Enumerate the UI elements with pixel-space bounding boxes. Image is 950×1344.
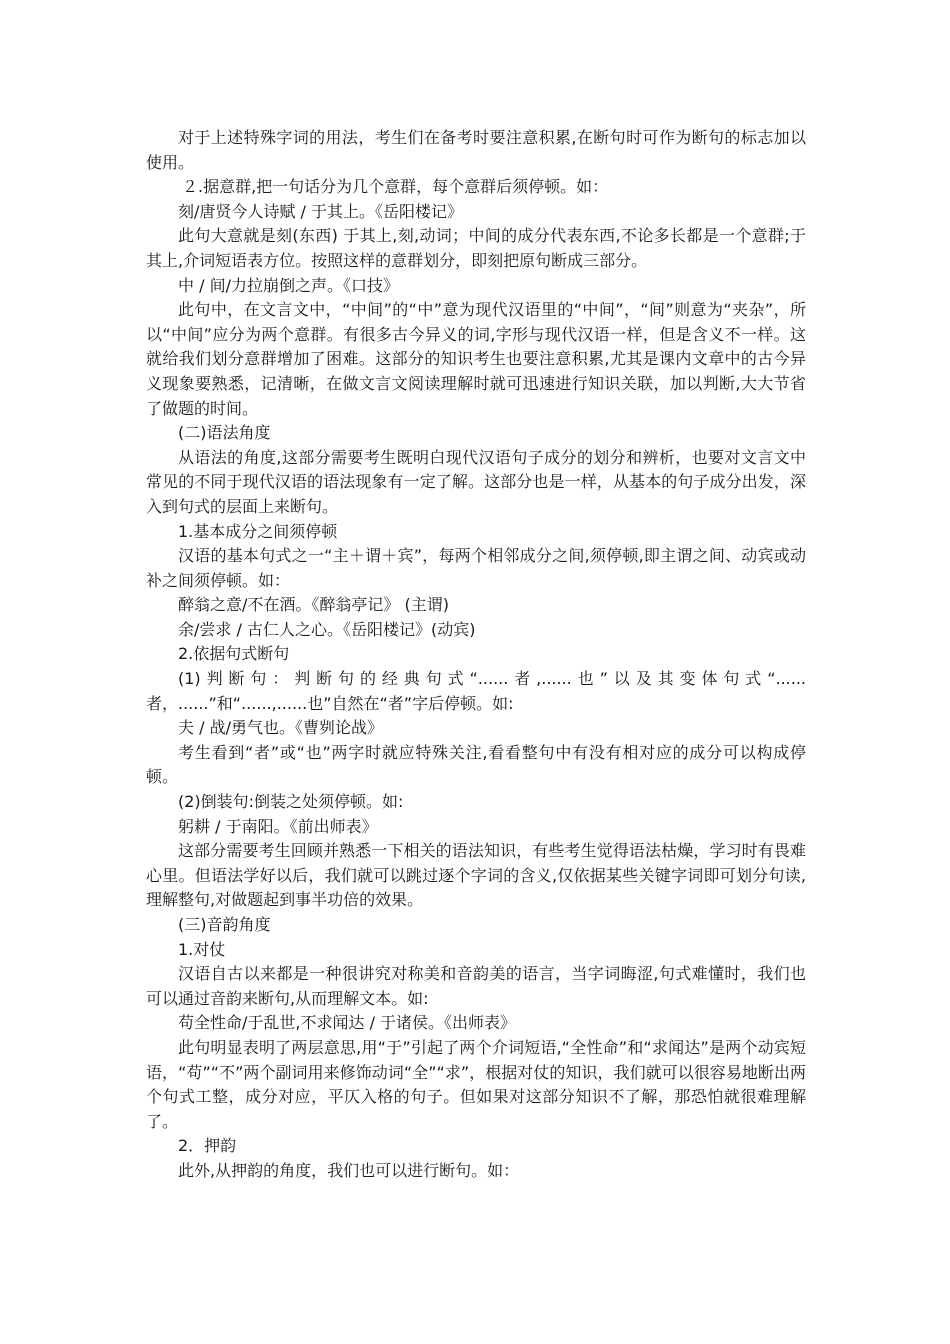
paragraph-example-chushibiao-2: 苟全性命/于乱世,不求闻达 / 于诸侯。《出师表》	[178, 1013, 517, 1033]
paragraph-point-2-meaning-groups: ２.据意群,把一句话分为几个意群，每个意群后须停顿。如：	[182, 177, 609, 197]
section-heading-grammar: (二)语法角度	[178, 423, 271, 443]
paragraph-grammar-intro: 从语法的角度,这部分需要考生既明白现代汉语句子成分的划分和辨析，也要对文言文中常见的不同于现代汉语的语法现象有一定了解。这部分也是一样，从基本的句子成分出发，深入到句式的层面上来断句。	[146, 447, 806, 516]
paragraph-explanation-1: 此句大意就是刻(东西) 于其上,刻,动词；中间的成分代表东西,不论多长都是一个意群;于其上,介词短语表方位。按照这样的意群划分，即刻把原句断成三部分。	[146, 226, 806, 270]
paragraph-special-words-note: 对于上述特殊字词的用法，考生们在备考时要注意积累,在断句时可作为断句的标志加以使用。	[146, 128, 806, 172]
paragraph-example-yueyanglou-2: 余/尝求 / 古仁人之心。《岳阳楼记》(动宾)	[178, 619, 476, 639]
paragraph-antithesis-explanation: 此句明显表明了两层意思,用“于”引起了两个介词短语,“全性命”和“求闻达”是两个动宾短语，“苟”“不”两个副词用来修饰动词“全”“求”，根据对仗的知识，我们就可以很容易地断出两个句式工整，成分对应，平仄入格的句子。但如果对这部分知识不了解，那恐怕就很难理解了。	[146, 1037, 806, 1131]
subheading-rhyme: 2．押韵	[178, 1136, 237, 1156]
paragraph-rhyme-intro: 此外,从押韵的角度，我们也可以进行断句。如：	[178, 1160, 520, 1180]
paragraph-example-chushibiao: 躬耕 / 于南阳。《前出师表》	[178, 816, 378, 836]
subheading-sentence-patterns: 2.依据句式断句	[178, 644, 290, 664]
subheading-antithesis: 1.对仗	[178, 939, 226, 959]
paragraph-example-yueyanglou: 刻/唐贤今人诗赋 / 于其上。《岳阳楼记》	[178, 201, 463, 221]
paragraph-inverted-sentence: (2)倒装句:倒装之处须停顿。如:	[178, 792, 404, 812]
paragraph-example-zuiwengting: 醉翁之意/不在酒。《醉翁亭记》 (主谓)	[178, 595, 449, 615]
paragraph-explanation-2: 此句中，在文言文中，“中间”的“中”意为现代汉语里的“中间”，“间”则意为“夹杂”，所以“中间”应分为两个意群。有很多古今异义的词,字形与现代汉语一样，但是含义不一样。这就给我们划分意群增加了困难。这部分的知识考生也要注意积累,尤其是课内文章中的古今异义现象要熟悉，记清晰，在做文言文阅读理解时就可迅速进行知识关联，加以判断,大大节省了做题的时间。	[146, 300, 806, 418]
paragraph-antithesis-intro: 汉语自古以来都是一种很讲究对称美和音韵美的语言，当字词晦涩,句式难懂时，我们也可以通过音韵来断句,从而理解文本。如:	[146, 964, 806, 1008]
paragraph-example-caogui: 夫 / 战/勇气也。《曹刿论战》	[178, 718, 383, 738]
paragraph-example-kouji: 中 / 间/力拉崩倒之声。《口技》	[178, 275, 399, 295]
paragraph-grammar-review: 这部分需要考生回顾并熟悉一下相关的语法知识，有些考生觉得语法枯燥，学习时有畏难心里。但语法学好以后，我们就可以跳过逐个字词的含义,仅依据某些关键字词即可划分句读,理解整句,对做题起到事半功倍的效果。	[146, 841, 806, 910]
document-body	[146, 126, 806, 1184]
section-heading-phonology: (三)音韵角度	[178, 915, 271, 934]
paragraph-judgment-note: 考生看到“者”或“也”两字时就应特殊关注,看看整句中有没有相对应的成分可以构成停顿。	[146, 742, 806, 787]
subheading-basic-components: 1.基本成分之间须停顿	[178, 521, 338, 541]
paragraph-basic-sentence: 汉语的基本句式之一“主＋谓＋宾”，每两个相邻成分之间,须停顿,即主谓之间、动宾或动补之间须停顿。如：	[146, 546, 806, 590]
paragraph-judgment-sentence: (1)判断句：判断句的经典句式“......者,......也”以及其变体句式“......者，......”和“......,......也”自然在“者”字后停顿。如:	[146, 669, 806, 713]
